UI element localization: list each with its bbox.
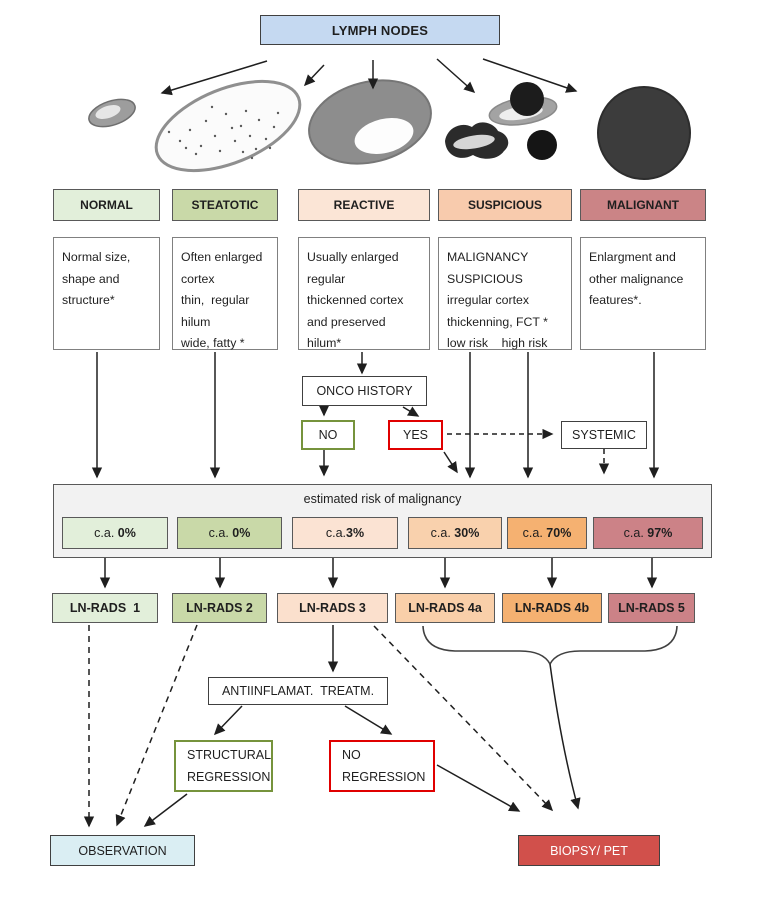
risk-item-97pct: c.a. 97% xyxy=(593,517,703,549)
description-normal: Normal size, shape and structure* xyxy=(53,237,160,350)
category-header-steatotic: STEATOTIC xyxy=(172,189,278,221)
lnrads-4-5-brace xyxy=(423,626,677,664)
description-suspicious: MALIGNANCY SUSPICIOUS irregular cortex thickenning, FCT * low risk high risk xyxy=(438,237,572,350)
ln-rads-3-box: LN-RADS 3 xyxy=(277,593,388,623)
risk-item-30pct: c.a. 30% xyxy=(408,517,502,549)
bottom-arrows xyxy=(89,625,677,826)
antiinflammatory-treatment-box: ANTIINFLAMAT. TREATM. xyxy=(208,677,388,705)
ln-rads-4b-box: LN-RADS 4b xyxy=(502,593,602,623)
description-malignant: Enlargment and other malignance features*. xyxy=(580,237,706,350)
category-header-normal: NORMAL xyxy=(53,189,160,221)
observation-box: OBSERVATION xyxy=(50,835,195,866)
structural-regression-box: STRUCTURAL REGRESSION xyxy=(174,740,273,792)
ln-rads-4a-box: LN-RADS 4a xyxy=(395,593,495,623)
steatotic-node-icon xyxy=(144,63,313,189)
normal-node-icon xyxy=(85,94,138,132)
description-reactive: Usually enlarged regular thickenned cortex and preserved hilum* xyxy=(298,237,430,350)
risk-item-3pct: c.a. 3% xyxy=(292,517,398,549)
no-regression-box: NO REGRESSION xyxy=(329,740,435,792)
description-steatotic: Often enlarged cortex thin, regular hilum wide, fatty * xyxy=(172,237,278,350)
category-header-malignant: MALIGNANT xyxy=(580,189,706,221)
biopsy-pet-box: BIOPSY/ PET xyxy=(518,835,660,866)
reactive-node-icon xyxy=(300,68,440,176)
risk-item-0pct-a: c.a. 0% xyxy=(62,517,168,549)
systemic-box: SYSTEMIC xyxy=(561,421,647,449)
category-header-reactive: REACTIVE xyxy=(298,189,430,221)
risk-bar-title: estimated risk of malignancy xyxy=(303,492,462,506)
column-arrows xyxy=(97,352,654,477)
risk-item-0pct-b: c.a. 0% xyxy=(177,517,282,549)
suspicious-nodes-icon xyxy=(445,82,559,160)
malignant-node-icon xyxy=(598,87,690,179)
category-header-suspicious: SUSPICIOUS xyxy=(438,189,572,221)
lymph-nodes-title: LYMPH NODES xyxy=(260,15,500,45)
onco-yes-box: YES xyxy=(388,420,443,450)
risk-item-70pct: c.a. 70% xyxy=(507,517,587,549)
ln-rads-1-box: LN-RADS 1 xyxy=(52,593,158,623)
onco-history-box: ONCO HISTORY xyxy=(302,376,427,406)
risk-to-lnrads-arrows xyxy=(105,558,652,587)
ln-rads-2-box: LN-RADS 2 xyxy=(172,593,267,623)
ln-rads-5-box: LN-RADS 5 xyxy=(608,593,695,623)
onco-no-box: NO xyxy=(301,420,355,450)
